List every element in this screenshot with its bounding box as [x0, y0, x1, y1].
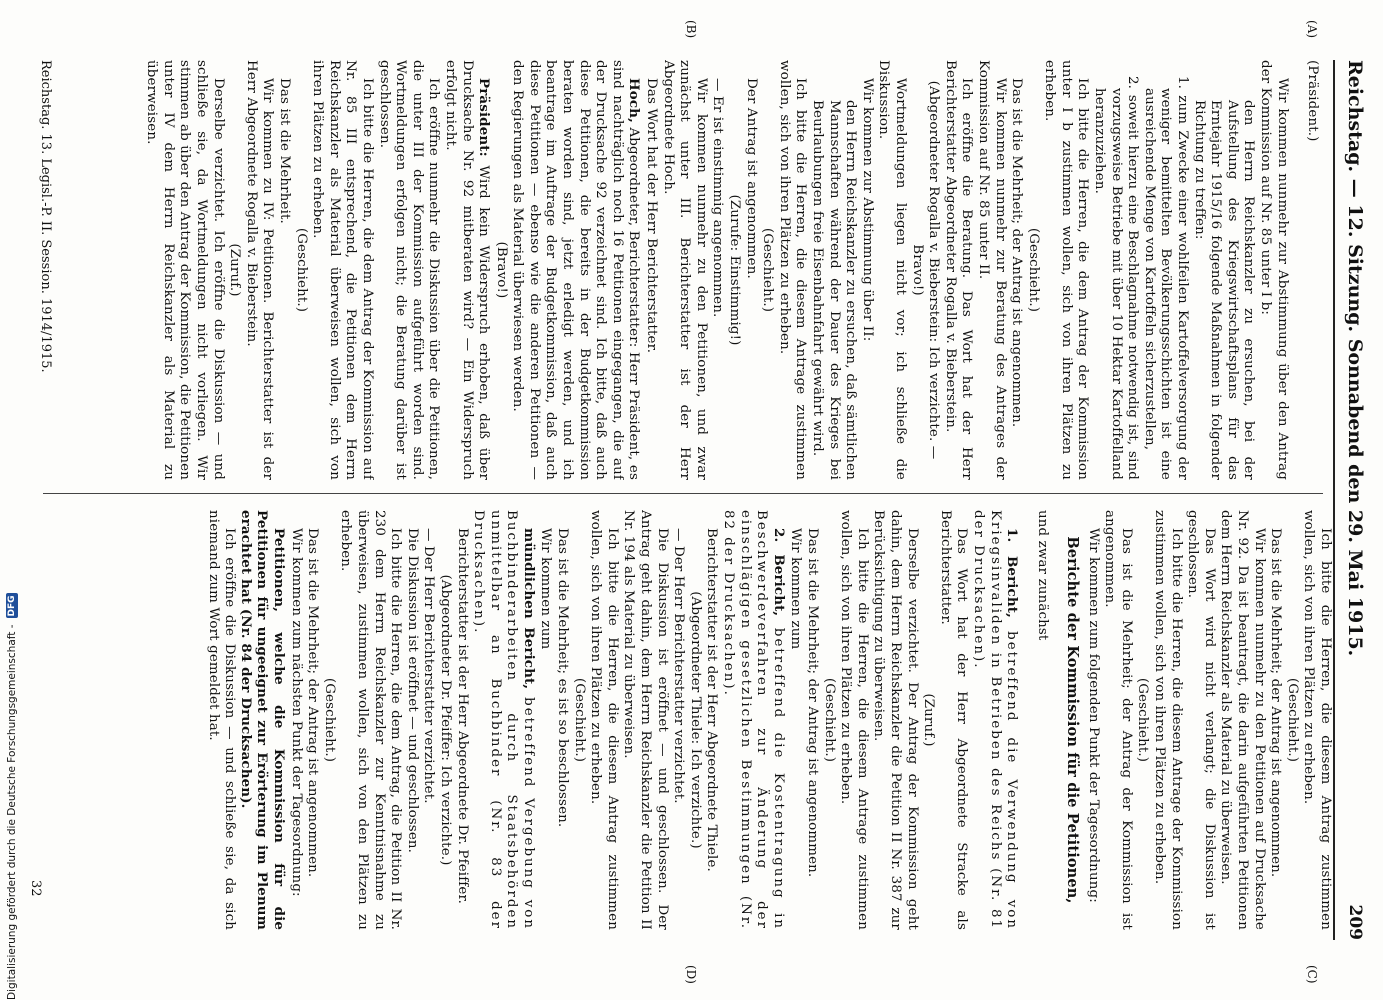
paragraph: Ich bitte die Herren, die diesem Antrage zustimmen wollen, sich von ihren Plätzen zu erheben.	[776, 60, 809, 480]
paragraph: Wir kommen zum	[788, 528, 804, 650]
digitization-credit	[2, 0, 22, 1000]
speech-text: Wird kein Widerspruch erhoben, daß über Drucksache Nr. 92 mitberaten wird? — Ein Widerspruch erfolgt nicht.	[442, 60, 492, 480]
paragraph: Ich bitte die Herren, die dem Antrag, die Petition II Nr. 230 dem Herrn Reichskanzler zur Kenntnisnahme zu überweisen, zustimmen wollen, sich von den Plätzen zu erheben.	[338, 510, 404, 930]
stage-remark: (Geschieht.)	[821, 677, 837, 763]
paragraph: Das ist die Mehrheit; der Antrag ist angenommen.	[305, 528, 321, 878]
sheet-number: 32	[28, 880, 43, 897]
header-title: Reichstag. — 12. Sitzung. Sonnabend den 29. Mai 1915.	[1344, 60, 1366, 657]
paragraph: Das ist die Mehrheit; der Antrag ist angenommen.	[1009, 78, 1025, 428]
report-subject: betreffend Vergebung von Buchbinderarbeiten durch Staatsbehörden unmittelbar an Buchbinder (Nr. 83 der Drucksachen).	[471, 510, 536, 930]
paragraph: und zwar zunächst	[1035, 510, 1051, 641]
report-heading	[719, 510, 786, 930]
paragraph: Das Wort hat der Herr Berichterstatter.	[644, 78, 660, 354]
stage-remark: (Geschieht.)	[760, 227, 776, 313]
page-footer	[38, 60, 53, 480]
paragraph: Wir kommen zur Abstimmung über II:	[859, 78, 875, 342]
paragraph: Wir kommen nunmehr zur Abstimmung über den Antrag der Kommission auf Nr. 85 unter I b:	[1258, 60, 1290, 480]
agenda-item: Petitionen, welche die Kommission für die Petitionen für ungeeignet zur Erörterung im Plenum erachtet hat (Nr. 84 der Drucksachen).	[237, 510, 287, 930]
motion-text: den Herrn Reichskanzler zu ersuchen, bei der Aufstellung des Kriegswirtschaftsplans für das Erntejahr 1915/16 folgende Maßnahmen in folgender Richtung zu treffen:	[1191, 100, 1257, 480]
paragraph: Ich bitte die Herren, die diesem Antrage der Kommission zustimmen wollen, sich von ihren Plätzen zu erheben.	[1152, 510, 1184, 930]
speaker-name: Präsident:	[476, 78, 493, 157]
paragraph: Berichterstatter ist der Herr Abgeordnete Dr. Pfeiffer.	[454, 528, 470, 904]
paragraph: Ich eröffne nunmehr die Diskussion über die Petitionen, die unter III der Kommission aufgeführt worden sind. Wortmeldungen erfolgen nicht; die Beratung darüber ist geschlossen.	[376, 60, 442, 480]
paragraph: Ich bitte die Herren, die diesem Antrag zustimmen wollen, sich von ihren Plätzen zu erheben.	[1301, 510, 1333, 930]
paragraph: Wir kommen nunmehr zu den Petitionen auf Drucksache Nr. 92. Da ist beantragt, die darin aufgeführten Petitionen dem Herrn Reichskanzler als Material zu überweisen.	[1218, 510, 1267, 930]
section-heading: Berichte der Kommission für die Petitionen,	[1064, 536, 1082, 904]
motion-text: den Herrn Reichskanzler zu ersuchen, daß sämtlichen Mannschaften während der Dauer des Krieges bei Beurlaubungen freie Eisenbahnfahrt gewährt wird.	[810, 100, 859, 480]
right-column	[33, 510, 1333, 930]
paragraph: Das ist die Mehrheit; der Antrag der Kommission ist angenommen.	[1102, 510, 1134, 930]
paragraph: Das ist die Mehrheit; der Antrag ist angenommen.	[1268, 528, 1284, 878]
paragraph: Wir kommen nunmehr zu den Petitionen, und zwar zunächst unter III. Berichterstatter ist der Herr Abgeordnete Hoch.	[660, 60, 709, 480]
stage-remark: (Zuruf.)	[921, 693, 937, 747]
margin-marker-c: (C)	[1305, 965, 1319, 984]
report-heading	[969, 510, 1020, 930]
paragraph: Der Antrag ist angenommen.	[743, 78, 759, 279]
paragraph: Derselbe verzichtet. Der Antrag der Kommission geht dahin, dem Herrn Reichskanzler die Petition II Nr. 387 zur Berücksichtigung zu überweisen.	[871, 510, 920, 930]
footer-source: Reichstag. 13. Legisl.-P. II. Session. 1914/1915.	[38, 60, 53, 373]
paragraph: Ich bitte die Herren, die diesem Antrage zustimmen wollen, sich von ihren Plätzen zu erheben.	[838, 510, 870, 930]
column-divider	[43, 493, 1323, 494]
paragraph: — Er ist einstimmig angenommen.	[710, 78, 726, 318]
paragraph: Wir kommen nunmehr zur Beratung des Antrages der Kommission auf Nr. 85 unter II.	[975, 60, 1008, 480]
speech-paragraph	[441, 60, 492, 480]
speech-paragraph	[509, 60, 643, 480]
page-header	[1333, 60, 1375, 940]
paragraph: Ich eröffne die Beratung. Das Wort hat der Herr Berichterstatter Abgeordneter Rogalla v. Bieberstein.	[942, 60, 975, 480]
paragraph: Ich eröffne die Diskussion — und schließe sie, da sich niemand zum Wort gemeldet hat.	[205, 510, 238, 930]
paragraph: Ich bitte die Herren, die diesem Antrag zustimmen wollen, sich von ihren Plätzen zu erheben.	[588, 510, 620, 930]
paragraph: Die Diskussion ist eröffnet — und geschlossen.	[404, 528, 420, 854]
margin-marker-b: (B)	[684, 20, 698, 39]
paragraph: — Der Herr Berichterstatter verzichtet.	[421, 528, 437, 804]
paragraph: Wir kommen zum folgenden Punkt der Tagesordnung:	[1085, 528, 1101, 903]
report-title: 1. Bericht,	[1004, 528, 1021, 618]
report-subject: betreffend die Kostentragung in Beschwerdeverfahren zur Änderung der einschlägigen gesetzlichen Bestimmungen (Nr. 82 der Drucksachen).	[721, 510, 786, 930]
paragraph: Wir kommen zum nächsten Punkt der Tagesordnung:	[288, 528, 304, 897]
paragraph: Wir kommen zu IV: Petitionen. Berichterstatter ist der Herr Abgeordnete Rogalla v. Bieberstein.	[243, 60, 276, 480]
stage-remark: (Geschieht.)	[293, 227, 309, 313]
motion-item: 1. zum Zwecke einer wohlfeilen Kartoffelversorgung der weniger bemittelten Bevölkerungsschichten ist eine ausreichende Menge von Kartoffeln sicherzustellen,	[1141, 76, 1191, 480]
stage-remark: (Abgeordneter Dr. Pfeiffer: Ich verzichte.)	[437, 574, 453, 866]
paragraph: Wir kommen zum	[538, 528, 554, 650]
stage-remark: (Zurufe: Einstimmig!)	[727, 194, 743, 346]
paragraph: Berichterstatter ist der Herr Abgeordnete Thiele.	[704, 528, 720, 872]
paragraph: Das Wort hat der Herr Abgeordnete Stracke als Berichterstatter.	[937, 510, 970, 930]
paragraph: Derselbe verzichtet. Ich eröffne die Diskussion — und schließe sie, da Wortmeldungen nicht vorliegen. Wir stimmen ab über den Antrag der Kommission, die Petitionen unter IV dem Herrn Reichskanzler als Material zu überweisen.	[144, 60, 226, 480]
report-title: mündlichen Bericht,	[520, 528, 537, 690]
stage-remark: (Abgeordneter Thiele: Ich verzichte.)	[687, 591, 703, 849]
stage-remark: (Geschieht.)	[321, 677, 337, 763]
motion-item: 2. soweit hierzu eine Beschlagnahme notwendig ist, sind vorzugsweise Betriebe mit über 10 Hektar Kartoffelland heranzuziehen.	[1092, 76, 1141, 480]
stage-remark: (Geschieht.)	[1135, 677, 1151, 763]
speech-text: Abgeordneter, Berichterstatter: Herr Präsident, es sind nachträglich noch 16 Petitionen eingegangen, die auf der Drucksache 92 verzeichnet sind. Ich bitte, daß auch diese Petitionen, die bereits in der Budgetkommission beraten worden sind, jetzt erledigt werden, und ich beantrage im Auftrage der Budgetkommission, daß auch diese Petitionen — ebenso wie die anderen Petitionen — den Regierungen als Material überwiesen werden.	[510, 60, 642, 480]
paragraph: Ich bitte die Herren, die dem Antrag der Kommission auf Nr. 85 III entsprechend, die Petitionen dem Herrn Reichskanzler als Material überweisen wollen, sich von ihren Plätzen zu erheben.	[310, 60, 375, 480]
paragraph: Das Wort wird nicht verlangt; die Diskussion ist geschlossen.	[1185, 510, 1217, 930]
paragraph: Das ist die Mehrheit.	[277, 78, 292, 224]
stage-remark: (Abgeordneter Rogalla v. Bieberstein: Ich verzichte. — Bravo!)	[909, 80, 942, 460]
speaker-name: Hoch,	[626, 78, 643, 123]
stage-remark: (Geschieht.)	[1025, 227, 1041, 313]
left-column	[33, 60, 1333, 480]
page-number: 209	[1345, 904, 1365, 940]
paragraph: Das ist die Mehrheit; der Antrag ist angenommen.	[805, 528, 820, 878]
stage-remark: (Bravo!)	[493, 241, 509, 299]
stage-remark: (Geschieht.)	[571, 677, 587, 763]
paragraph: Das ist die Mehrheit; es ist so beschlossen.	[555, 528, 571, 828]
paragraph: — Der Herr Berichterstatter verzichtet.	[671, 528, 687, 804]
stage-remark: (Zuruf.)	[227, 243, 243, 297]
paragraph: Ich bitte die Herren, die dem Antrag der Kommission unter I b zustimmen wollen, sich von ihren Plätzen zu erheben.	[1042, 60, 1091, 480]
report-subject: betreffend die Verwendung von Kriegsinvaliden in Betrieben des Reichs (Nr. 81 der Drucksachen).	[970, 510, 1020, 930]
margin-marker-a: (A)	[1305, 20, 1319, 39]
credit-text: Digitalisierung gefördert durch die Deutsche Forschungsgemeinschaft -	[6, 624, 18, 1000]
report-title: 2. Bericht,	[770, 528, 787, 617]
report-heading	[470, 510, 537, 930]
paragraph: Wortmeldungen liegen nicht vor; ich schließe die Diskussion.	[876, 60, 908, 480]
speaker-tag: (Präsident.)	[1304, 60, 1320, 142]
paragraph: Die Diskussion ist eröffnet — und geschlossen. Der Antrag geht dahin, dem Herrn Reichskanzler die Petition II Nr. 194 als Material zu überweisen.	[621, 510, 670, 930]
stage-remark: (Geschieht.)	[1284, 677, 1300, 763]
dfg-logo: DFG	[7, 595, 17, 617]
margin-marker-d: (D)	[684, 965, 698, 984]
